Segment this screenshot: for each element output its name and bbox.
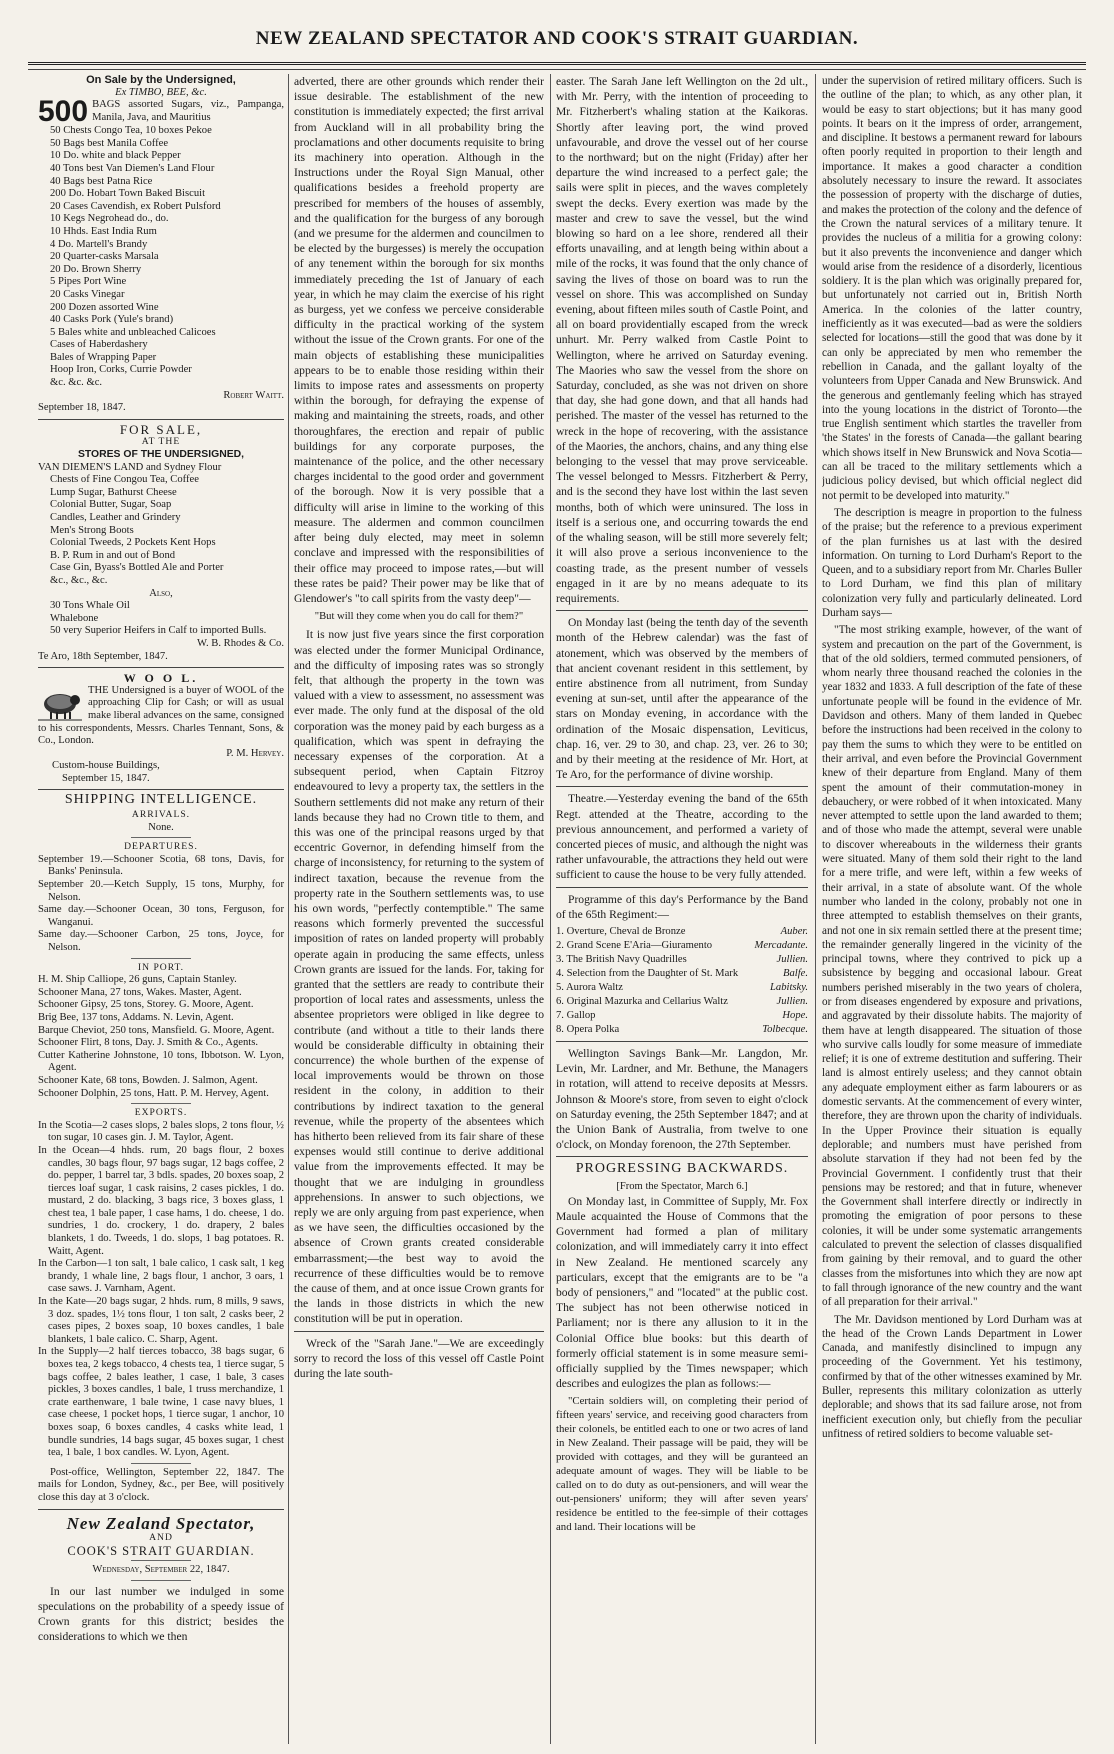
ad-item: 10 Do. white and black Pepper [50, 150, 181, 162]
divider [38, 419, 284, 420]
ad-place: Custom-house Buildings, [52, 760, 160, 772]
divider [38, 1509, 284, 1510]
ad-item: 20 Quarter-casks Marsala [50, 251, 159, 263]
programme-piece: 1. Overture, Cheval de Bronze [556, 925, 686, 937]
ad-item-list [38, 474, 284, 587]
ad-number: 500 [38, 95, 89, 129]
arrivals-none: None. [148, 821, 174, 833]
ad-signature: P. M. Hervey. [226, 747, 284, 759]
paper-and: AND [149, 1532, 173, 1544]
editorial-paragraph: adverted, there are other grounds which render their issue desirable. The establishment of the new constitution is immediately expected; the first arrival from Auckland will in all probability bring the proclamations and other documents requisite to bring its machinery into operation. Although in the Instructions under the Royal Sign Manual, other qualifications besides a freehold property are prescribed for members of the houses of assembly, and the qualification for the burgess of any borough (and we presume for the aldermen and councilmen to be elected by the burgesses) is merely the occupation of any tenement within the borough for six months immediately preceding the 1st of January of each year, in which he may claim the exercise of his right as burgess, yet we confess we perceive considerable difficulty in the practical working of the system without the issue of the Crown grants. For one of the main objects of establishing these municipalities appears to be to enable those residing within their limits to impose rates and assessments on property within the borough, for defraying the expense of making and maintaining the streets, roads, and other thoroughfares, the erection and repair of public buildings for any corporate purposes, the maintenance of the police, and the other necessary charges incidental to the good order and government of the borough. Now it is very possible that a difficulty will arise in limine to the working of this measure. The aldermen and common councilmen after being duly elected, may meet in solemn conclave and impressed with the responsibilities of their office may proceed to impose rates,—but will these rates be paid? Their power may be like that of Glendower's "to call spirits from the vasty deep"— [294, 75, 544, 605]
ad-item: 40 Tons best Van Diemen's Land Flour [50, 162, 215, 174]
export-entry: In the Supply—2 half tierces tobacco, 38 bags sugar, 6 boxes tea, 2 kegs tobacco, 4 chests tea, 1 tierce sugar, 5 bags coffee, 2 bales leather, 1 case, 1 bale, 3 cases pickles, 3 boxes candles, 1 bale, 1 truss merchandize, 1 crate earthenware, 1 bale twine, 1 case navy blues, 1 case cheese, 1 pocket hops, 1 tierce sugar, 1 anchor, 10 boxes soap, 6 boxes candles, 4 casks white lead, 1 bundle sundries, 14 bags sugar, 45 boxes sugar, 1 chest tea, 1 bale, 1 box candles. W. Lyon, Agent. [38, 1346, 284, 1459]
inport-entry: Cutter Katherine Johnstone, 10 tons, Ibbotson. W. Lyon, Agent. [38, 1049, 284, 1074]
export-entry: In the Scotia—2 cases slops, 2 bales slops, 2 tons flour, ½ ton sugar, 10 cases gin. J. M. Taylor, Agent. [38, 1119, 284, 1144]
programme-item [556, 995, 808, 1009]
wool-ad [38, 685, 284, 748]
ad-item: 200 Do. Hobart Town Baked Biscuit [50, 188, 206, 200]
ad-item: &c., &c., &c. [50, 574, 108, 586]
ad-date: September 18, 1847. [38, 402, 126, 414]
inport-list [38, 974, 284, 1100]
article-paragraph: "The most striking example, however, of the want of system and precaution on the part of the Government, is that of the old soldiers, termed commuted pensioners, of whom nearly three thousand reached the colonies in the year 1832 and 1833. A full description of the fate of these unfortunate people will be found in the evidence of Mr. Davidson and others. Many of them landed in Quebec before the instructions had been received in the colony to pay them the sums to which they were to be entitled on their arrival, and even before the Provincial Government knew of their departure from England. Many of them spent the amount of their commutation-money in debauchery, or were robbed of it when intoxicated. Many never attempted to settle upon the land awarded to them; and of those who made the attempt, several were unable to discover whereabouts in the wilderness their grants were situated. Many of them sold their right to the land for a mere trifle, and were left, within a few weeks of their arrival, in a state of absolute want. Of the whole number who landed in the colony, probably not one in three attempted to establish themselves on their grants, and not one in six remain settled there at the present time; the remainder generally lingered in the vicinity of the principal towns, where they contrived to pick up a subsistence by begging and occasional labour. Great numbers perished miserably in the two years of cholera, or from diseases engendered by exposure and privations, and aggravated by their dissolute habits. The majority of them have at length disappeared. The situation of those who survive calls loudly for some measure of immediate relief; it is one of extreme destitution and suffering. Their land is almost entirely useless; and they cannot obtain any adequate employment either as farm labourers or as domestic servants. At the commencement of every winter, therefore, they are thrown upon the charity of individuals. In the Upper Province their situation is equally deplorable; and numbers must have perished from absolute starvation if they had not been fed by the Provincial Government. I confidently trust that their pensions may be restored; and that in future, whenever the Government shall interfere directly or indirectly in promoting the emigration of poor persons to these colonies, it will be under some systematic arrangements calculated to prevent the selection of classes disqualified from gaining by their removal, and to guard the other classes from the misfortunes into which they are now apt to fall through ignorance of the new country and the want of all preparation for their arrival." [822, 624, 1082, 1309]
exports-list [38, 1120, 284, 1460]
column-3 [556, 74, 808, 1744]
programme-item [556, 1023, 808, 1037]
programme-piece: 6. Original Mazurka and Cellarius Waltz [556, 995, 728, 1007]
postoffice-notice: Post-office, Wellington, September 22, 1847. The mails for London, Sydney, &c., per Bee, will positively close this day at 3 o'clock. [38, 1466, 284, 1503]
ad-item-list [38, 600, 284, 638]
departure-entry: September 19.—Schooner Scotia, 68 tons, Davis, for Banks' Peninsula. [38, 853, 284, 878]
divider [131, 1560, 191, 1561]
divider [38, 789, 284, 790]
inport-entry: H. M. Ship Calliope, 26 guns, Captain Stanley. [38, 974, 237, 986]
programme-piece: 4. Selection from the Daughter of St. Mark [556, 967, 739, 979]
inport-entry: Schooner Mana, 27 tons, Wakes. Master, Agent. [38, 986, 242, 998]
programme-item [556, 925, 808, 939]
column-divider [815, 74, 816, 1744]
departure-entry: September 20.—Ketch Supply, 15 tons, Murphy, for Nelson. [38, 879, 284, 903]
ad-also: Also, [149, 587, 173, 599]
inport-entry: Schooner Kate, 68 tons, Bowden. J. Salmon, Agent. [38, 1074, 258, 1086]
ad-at: AT THE [141, 436, 181, 448]
inport-entry: Brig Bee, 137 tons, Addams. N. Levin, Agent. [38, 1011, 234, 1023]
programme-item [556, 981, 808, 995]
ad-item: Case Gin, Byass's Bottled Ale and Porter [50, 562, 224, 574]
paper-date: Wednesday, September 22, 1847. [92, 1564, 230, 1576]
subsection-title: IN PORT. [137, 961, 185, 973]
ad-item: 40 Bags best Patna Rice [50, 175, 153, 187]
ad-item: Men's Strong Boots [50, 524, 134, 536]
ad-item: Colonial Butter, Sugar, Soap [50, 499, 172, 511]
subsection-title: DEPARTURES. [124, 841, 198, 853]
ad-title: FOR SALE, [119, 421, 203, 437]
article-source: [From the Spectator, March 6.] [616, 1180, 748, 1192]
column-2 [294, 74, 544, 1744]
programme-piece: 7. Gallop [556, 1009, 596, 1021]
ad-item: Bales of Wrapping Paper [50, 351, 157, 363]
ad-item: 20 Casks Vinegar [50, 288, 125, 300]
departures-list [38, 854, 284, 955]
article-paragraph: The description is meagre in proportion to the fulness of the praise; but the reference to a previous experiment of the plan furnishes us at last with the desired information. On turning to Lord Durham's Report to the Queen, and to a subsidiary report from Mr. Charles Buller to Lord Durham, we find this plan of military colonization very fully and particularly delineated. Lord Durham says— [822, 506, 1082, 619]
article-quote: "Certain soldiers will, on completing their period of fifteen years' service, and receiving good characters from their colonels, be entitled each to one or two acres of land in New Zealand. Their passage will be paid, they will be provided with cottages, and they will be guranteed an adequate amount of wages. They will be liable to be called on to do duty as out-pensioners, and will wear the out-pensioners' uniform; they will after seven years' residence be entitled to the fee-simple of their cottages and land. Their locations will be [556, 1395, 808, 1534]
export-entry: In the Carbon—1 ton salt, 1 bale calico, 1 cask salt, 1 keg brandy, 1 whale line, 2 bags flour, 1 anchor, 3 oars, 1 case saws. J. Varnham, Agent. [38, 1258, 284, 1295]
column-divider [550, 74, 551, 1744]
ad-subtitle: Ex TIMBO, BEE, &c. [115, 86, 207, 98]
ad-item: Chests of Fine Congou Tea, Coffee [50, 474, 199, 486]
ad-item: Cases of Haberdashery [50, 339, 148, 351]
ad-item: Hoop Iron, Corks, Currie Powder [50, 364, 192, 376]
divider [556, 786, 808, 787]
column-4 [822, 74, 1082, 1744]
programme-composer: Hope. [782, 1009, 808, 1021]
ad-item: &c. &c. &c. [50, 377, 103, 389]
subsection-title: EXPORTS. [134, 1107, 188, 1119]
column-1 [38, 74, 284, 1744]
programme-composer: Jullien. [776, 995, 808, 1007]
savings-article: Wellington Savings Bank—Mr. Langdon, Mr. Levin, Mr. Lardner, and Mr. Bethune, the Managers in rotation, will attend to receive deposits at Messrs. Johnson & Moore's store, from seven to eight o'clock on Saturday evening, the 25th September 1847; and at the Union Bank of Australia, from twelve to one o'clock, on Monday forenoon, the 27th September. [556, 1046, 808, 1152]
programme-composer: Tolbecque. [762, 1023, 808, 1035]
ad-item: 5 Pipes Port Wine [50, 276, 127, 288]
programme-list [556, 925, 808, 1037]
divider [131, 958, 191, 959]
ad-item: 40 Casks Pork (Yule's brand) [50, 314, 174, 326]
divider [131, 837, 191, 838]
programme-item [556, 1009, 808, 1023]
programme-piece: 3. The British Navy Quadrilles [556, 953, 687, 965]
ad-item: B. P. Rum in and out of Bond [50, 549, 176, 561]
editorial-paragraph: "But will they come when you do call for them?" [314, 611, 524, 623]
subsection-title: ARRIVALS. [131, 809, 191, 821]
masthead: NEW ZEALAND SPECTATOR AND COOK'S STRAIT GUARDIAN. [255, 28, 859, 49]
editorial-start: In our last number we indulged in some speculations on the probability of a speedy issue of Crown grants for this district; besides the considerations to which we then [38, 1584, 284, 1643]
ad-item: 50 Bags best Manila Coffee [50, 137, 169, 149]
export-entry: In the Kate—20 bags sugar, 2 hhds. rum, 8 mills, 9 saws, 3 doz. spades, 1½ tons flour, 1 ton salt, 2 casks beer, 2 cases pipes, 2 boxes soap, 10 boxes candles, 1 bale blankets, 1 bale calico. C. Sharp, Agent. [38, 1296, 284, 1345]
programme-item [556, 939, 808, 953]
inport-entry: Schooner Dolphin, 25 tons, Hatt. P. M. Hervey, Agent. [38, 1087, 269, 1099]
ad-item: 50 very Superior Heifers in Calf to imported Bulls. [50, 625, 267, 637]
programme-composer: Jullien. [776, 953, 808, 965]
ad-item: Whalebone [50, 612, 99, 624]
theatre-article: Theatre.—Yesterday evening the band of the 65th Regt. attended at the Theatre, according to the previous announcement, and performed a variety of concerted pieces of music, and although the night was rather unfavourable, the attractions they held out were sufficient to cause the house to be very fully attended. [556, 792, 808, 882]
masthead-rule [28, 62, 1086, 65]
programme-piece: 5. Aurora Waltz [556, 981, 623, 993]
divider [38, 667, 284, 668]
divider [556, 1156, 808, 1157]
article-title: PROGRESSING BACKWARDS. [575, 1161, 789, 1177]
ad-signature: Robert Waitt. [223, 389, 284, 401]
editorial-paragraph: It is now just five years since the first corporation was elected under the former Municipal Ordinance, and the difficulty of imposing rates was so strongly felt, that although the property in the town was valued with a view to assessment, no assessment was ever made. The only fund at the disposal of the old corporation was the money paid by each burgess as a qualification, which was spent in defraying the necessary expenses of the corporation. At a subsequent period, when Captain Fitzroy endeavoured to levy a property tax, the settlers in the Southern settlements did not make any return of their lands because they had no Crown title to them, and this was one of the principal reasons urged by that eccentric Governor, in defending himself from the charge of inconsistency, for returning to the system of indirect taxation, because the revenue from the property rate in the Southern settlements was, to use his own words, "perfectly contemptible." The same reasons which formerly prevented the successful imposition of rates on landed property will probably operate again in producing the same effects, unless Crown grants are issued for the lands. For, taking for granted that the settlers are ready to contribute their proportion of local rates and assessments, unless the absentee proprietors were obliged in like degree to contribute (and without a title to their lands there would be considerable difficulty in obtaining their concurrence) the whole burthen of the expense of local improvements would be thrown on those resident in the colony, in addition to their contributions by indirect taxation to the general revenue, while the property of the absentees which has hitherto been relieved from its fair share of these expenses would still continue to derive additional value from the improvements effected. It may be thought that we are indulging in groundless apprehensions. In answer to such objections, we reply we are only arguing from past experience, when as we have seen, the difficulties occasioned by the absence of Crown grants created considerable embarrassment;—the best way to avoid the recurrence of these difficulties would be to remove the cause of them, and at once issue Crown grants for the lands in those districts in which the new constitution will be put in operation. [294, 628, 544, 1326]
ad-signature: W. B. Rhodes & Co. [196, 637, 284, 649]
programme-composer: Mercadante. [754, 939, 808, 951]
inport-entry: Schooner Gipsy, 25 tons, Storey. G. Moore, Agent. [38, 999, 254, 1011]
programme-item [556, 967, 808, 981]
ad-item: 10 Kegs Negrohead do., do. [50, 213, 169, 225]
ad-sugars [38, 95, 284, 129]
export-entry: In the Ocean—4 hhds. rum, 20 bags flour, 2 boxes candles, 30 bags flour, 97 bags sugar, 12 bags coffee, 2 do. pepper, 1 barrel tar, 3 bdls. spades, 20 boxes soap, 2 tierces loaf sugar, 1 cask raisins, 2 cases pickles, 1 do. mustard, 2 do. blacking, 3 bags rice, 3 boxes glass, 1 chest tea, 1 bale paper, 1 case hams, 1 do. cheese, 1 do. sundries, 1 do. crockery, 1 do. drapery, 2 bales blankets, 1 do. Tweeds, 1 do. slops, 1 bag potatoes. R. Waitt, Agent. [38, 1144, 284, 1257]
programme-piece: 2. Grand Scene E'Aria—Giuramento [556, 939, 713, 951]
article-paragraph: The Mr. Davidson mentioned by Lord Durham was at the head of the Crown Lands Department in Lower Canada, and manifestly disinclined to impugn any proceeding of the Government. Yet his testimony, confirmed by that of the other witnesses examined by Mr. Buller, represents this military colonization as utterly deplorable; and shows that its sad failure arose, not from inefficient execution only, but chiefly from the peculiar unfitness of retired soldiers to become valuable set- [822, 1313, 1082, 1440]
section-title: SHIPPING INTELLIGENCE. [64, 792, 258, 808]
programme-intro: Programme of this day's Performance by the Band of the 65th Regiment:— [556, 892, 808, 921]
divider [294, 1331, 544, 1332]
programme-item [556, 953, 808, 967]
masthead-rule-thin [28, 69, 1086, 70]
programme-piece: 8. Opera Polka [556, 1023, 620, 1035]
paper-title: New Zealand Spectator, [66, 1513, 256, 1533]
ad-item: 200 Dozen assorted Wine [50, 301, 159, 313]
article-paragraph: under the supervision of retired military officers. Such is the outline of the plan; to which, as any other plan, it would be easy to start objections; but it has many good points. It bears on it the impress of order, arrangement, and discipline. It bestows a permanent reward for labours often poorly requited in proportion to their length and importance. It makes a good character a condition absolutely necessary to insure the reward. It associates the possession of property with the discharge of duties, and makes the protection of the colony and the defence of the Crown the natural services of a military tenure. It provides the nucleus of a militia for a growing colony: but it also prevents the inconvenience and danger which would arise from the residence of a disorderly, licentious soldiery. It is the plan which was originally prepared for, but unfortunately not carried out in, British North America. In the colonies of the latter country, inefficiently as it was executed—bad as were the soldiers selected for locations—still the good that was done by it can only be appreciated by men who remember the rebellion in Canada, and the gallant loyalty of the volunteers from Upper Canada and New Brunswick. And the generous and gentlemanly feeling which has strayed into the young locations in the district of Toronto—the true English sentiment which startles the traveller from 'the States' in the forests of Canada—the gallant bearing which shows itself in New Brunswick and Nova Scotia—can all be traced to the military settlements which a judicious policy devised, but which official neglect did not permit to be developed into maturity." [822, 75, 1082, 502]
divider [556, 887, 808, 888]
column-divider [288, 74, 289, 1744]
wool-body: THE Undersigned is a buyer of WOOL of the approaching Clip for Cash; or will as usual make liberal advances on the same, consigned to his correspondents, Messrs. Charles Tennant, Sons, & Co., London. [38, 684, 284, 747]
ad-item: 50 Chests Congo Tea, 10 boxes Pekoe [50, 125, 212, 137]
divider [556, 1041, 808, 1042]
ad-item: 20 Cases Cavendish, ex Robert Pulsford [50, 200, 221, 212]
divider [131, 1103, 191, 1104]
sheep-icon [38, 687, 82, 721]
editorial-paragraph: Wreck of the "Sarah Jane."—We are exceedingly sorry to record the loss of this vessel off Castle Point during the late south- [294, 1336, 544, 1381]
departure-entry: Same day.—Schooner Ocean, 30 tons, Ferguson, for Wanganui. [38, 904, 284, 928]
divider [556, 610, 808, 611]
atonement-article: On Monday last (being the tenth day of the seventh month of the Hebrew calendar) was the fast of atonement, which was observed by the members of that ancient covenant resident in this settlement, by entire abstinence from all nutriment, from Sunday evening at sun-set, until after the appearance of the stars on Monday evening, in accordance with the ordination of the Mosaic dispensation, Leviticus, chap. 16, ver. 29 to 30, and chap. 23, ver. 26 to 30; and by their meeting at the residence of Mr. Hort, at Te Aro, for the performance of divine worship. [556, 616, 808, 782]
ad-item: 10 Hhds. East India Rum [50, 225, 157, 237]
paper-subtitle: COOK'S STRAIT GUARDIAN. [67, 1543, 255, 1558]
programme-composer: Labitsky. [770, 981, 808, 993]
ad-title: On Sale by the Undersigned, [86, 74, 236, 86]
ad-title: W O O L. [123, 671, 199, 686]
ad-item: Lump Sugar, Bathurst Cheese [50, 486, 177, 498]
programme-composer: Auber. [780, 925, 808, 937]
programme-composer: Balfe. [782, 967, 808, 979]
ad-item: 30 Tons Whale Oil [50, 600, 130, 612]
inport-entry: Barque Cheviot, 250 tons, Mansfield. G. Moore, Agent. [38, 1024, 275, 1036]
article-body: On Monday last, in Committee of Supply, Mr. Fox Maule acquainted the House of Commons that the Government had formed a plan of military colonization, and will immediately carry it into effect in New Zealand. He mentioned scarcely any particulars, except that the emigrants are to be "a body of pensioners," and "located" at the public cost. The subject has not been otherwise noticed in Parliament; nor is there any allusion to it in the Colonial Office blue books: but this dearth of formerly official statement is in some measure semi-officially supplied by the Times newspaper; which describes and eulogizes the plan as follows:— [556, 1194, 808, 1391]
inport-entry: Schooner Flirt, 8 tons, Day. J. Smith & Co., Agents. [38, 1037, 259, 1049]
ad-lead: BAGS assorted Sugars, viz., Pampanga, Manila, Java, and Mauritius [92, 99, 284, 123]
ad-item: 5 Bales white and unbleached Calicoes [50, 326, 216, 338]
ad-item: Colonial Tweeds, 2 Pockets Kent Hops [50, 537, 216, 549]
divider [131, 1580, 191, 1581]
ad-item: 4 Do. Martell's Brandy [50, 238, 148, 250]
ad-lead: VAN DIEMEN'S LAND and Sydney Flour [38, 461, 222, 473]
ad-stores: STORES OF THE UNDERSIGNED, [77, 449, 245, 461]
wreck-article: easter. The Sarah Jane left Wellington on the 2d ult., with Mr. Perry, with the intention of proceeding to Mr. Fitzherbert's whaling station at the Kaikoras. Shortly after leaving port, the wind proved unfavourable, and drove the vessel out of her course to the northward; but on the night (Friday) after her departure the wind increased to a perfect gale; the sails were split in pieces, and the waves completely swept the decks. Every exertion was made by the master and crew to save the vessel, but the wind blowing so hard on a lee shore, rendered all their efforts unavailing, and at length being within about a mile of the rocks, it was found that the only chance of saving the lives of those on board was to run the vessel on shore. This was accomplished on Sunday evening, about fifteen miles south of Castle Point, and all on board providentially escaped from the wreck unhurt. Mr. Perry walked from Castle Point to Wellington, where he arrived on Saturday evening. The Maories who saw the vessel from the shore on Saturday, concluded, as she was not driven on shore that day, she had gone down, and that all hands had perished. The master of the vessel has returned to the wreck in the hope of recovering, with the assistance of the Maories, the anchors, chains, and any thing else belonging to the vessel that may prove serviceable. The vessel belonged to Messrs. Fitzherbert & Perry, and is the second they have lost within the last seven months, both of which were uninsured. The loss in itself is a serious one, and occurring towards the end of the whaling season, will be still more severely felt; it will also prove a serious inconvenience to the coasting trade, as the present number of vessels engaged in it are by no means adequate to its requirements. [556, 75, 808, 605]
departure-entry: Same day.—Schooner Carbon, 25 tons, Joyce, for Nelson. [38, 929, 284, 953]
ad-date: Te Aro, 18th September, 1847. [38, 650, 168, 662]
ad-date: September 15, 1847. [62, 772, 150, 784]
ad-item: Candles, Leather and Grindery [50, 512, 181, 523]
divider [131, 1463, 191, 1464]
ad-item-list [38, 125, 284, 389]
ad-item: 20 Do. Brown Sherry [50, 263, 142, 275]
